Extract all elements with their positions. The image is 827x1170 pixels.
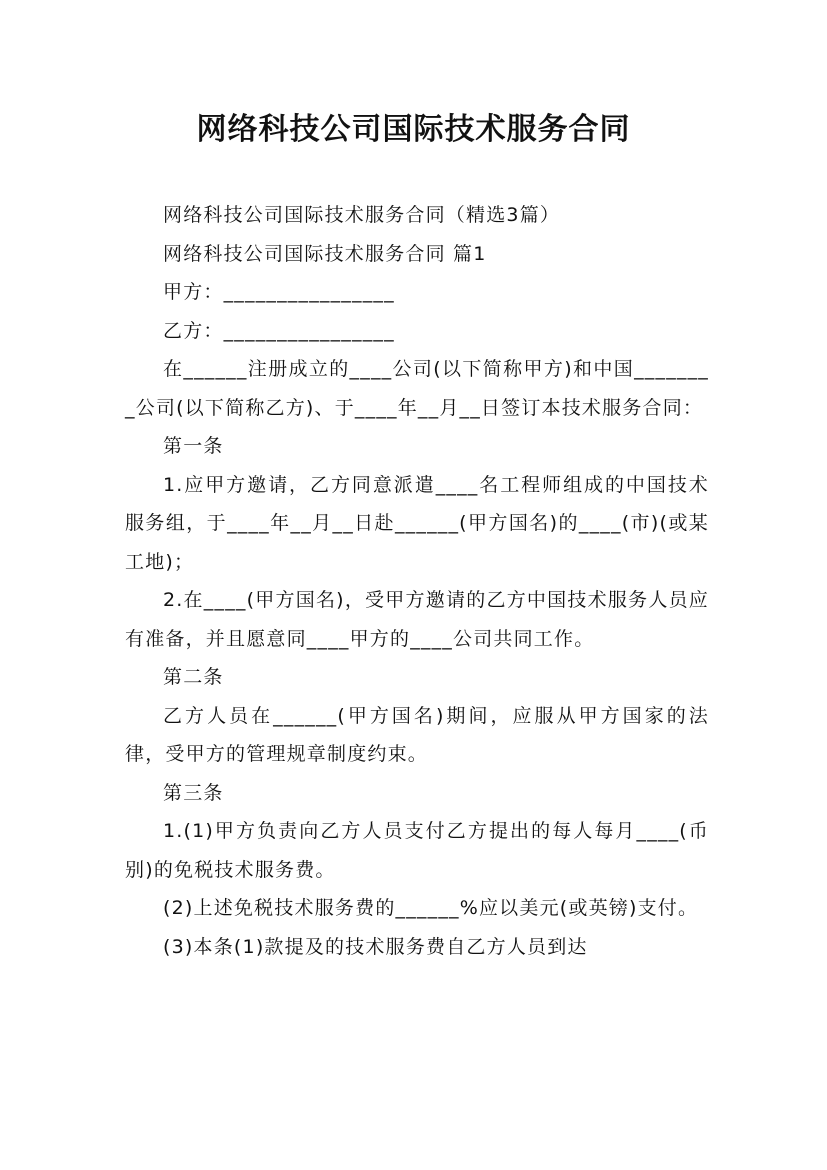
article-2-heading: 第二条 <box>163 666 224 688</box>
paragraph-part-heading: 网络科技公司国际技术服务合同 篇1 <box>163 242 487 265</box>
article-1-clause-2: 2.在____(甲方国名)，受甲方邀请的乙方中国技术服务人员应有准备，并且愿意同____甲方的____公司共同工作。 <box>125 589 709 650</box>
article-3-clause-1: 1.(1)甲方负责向乙方人员支付乙方提出的每人每月____(币别)的免税技术服务费。 <box>125 820 709 881</box>
article-3-clause-3: (3)本条(1)款提及的技术服务费自乙方人员到达 <box>163 935 588 958</box>
document-title: 网络科技公司国际技术服务合同 <box>196 112 631 147</box>
paragraph-party-a: 甲方：________________ <box>163 281 395 303</box>
document-body <box>125 196 709 966</box>
article-3-heading: 第三条 <box>163 781 224 804</box>
article-1-clause-1: 1.应甲方邀请，乙方同意派遣____名工程师组成的中国技术服务组，于____年__月__日赴______(甲方国名)的____(市)(或某工地)； <box>125 473 709 573</box>
paragraph-subtitle: 网络科技公司国际技术服务合同（精选3篇） <box>163 204 561 226</box>
article-2-text: 乙方人员在______(甲方国名)期间，应服从甲方国家的法律，受甲方的管理规章制度约束。 <box>125 704 709 765</box>
paragraph-preamble: 在______注册成立的____公司(以下简称甲方)和中国________公司(以下简称乙方)、于____年__月__日签订本技术服务合同： <box>125 358 709 419</box>
article-3-clause-2: (2)上述免税技术服务费的______%应以美元(或英镑)支付。 <box>163 897 699 919</box>
paragraph-party-b: 乙方：________________ <box>163 319 395 342</box>
article-1-heading: 第一条 <box>163 435 224 457</box>
